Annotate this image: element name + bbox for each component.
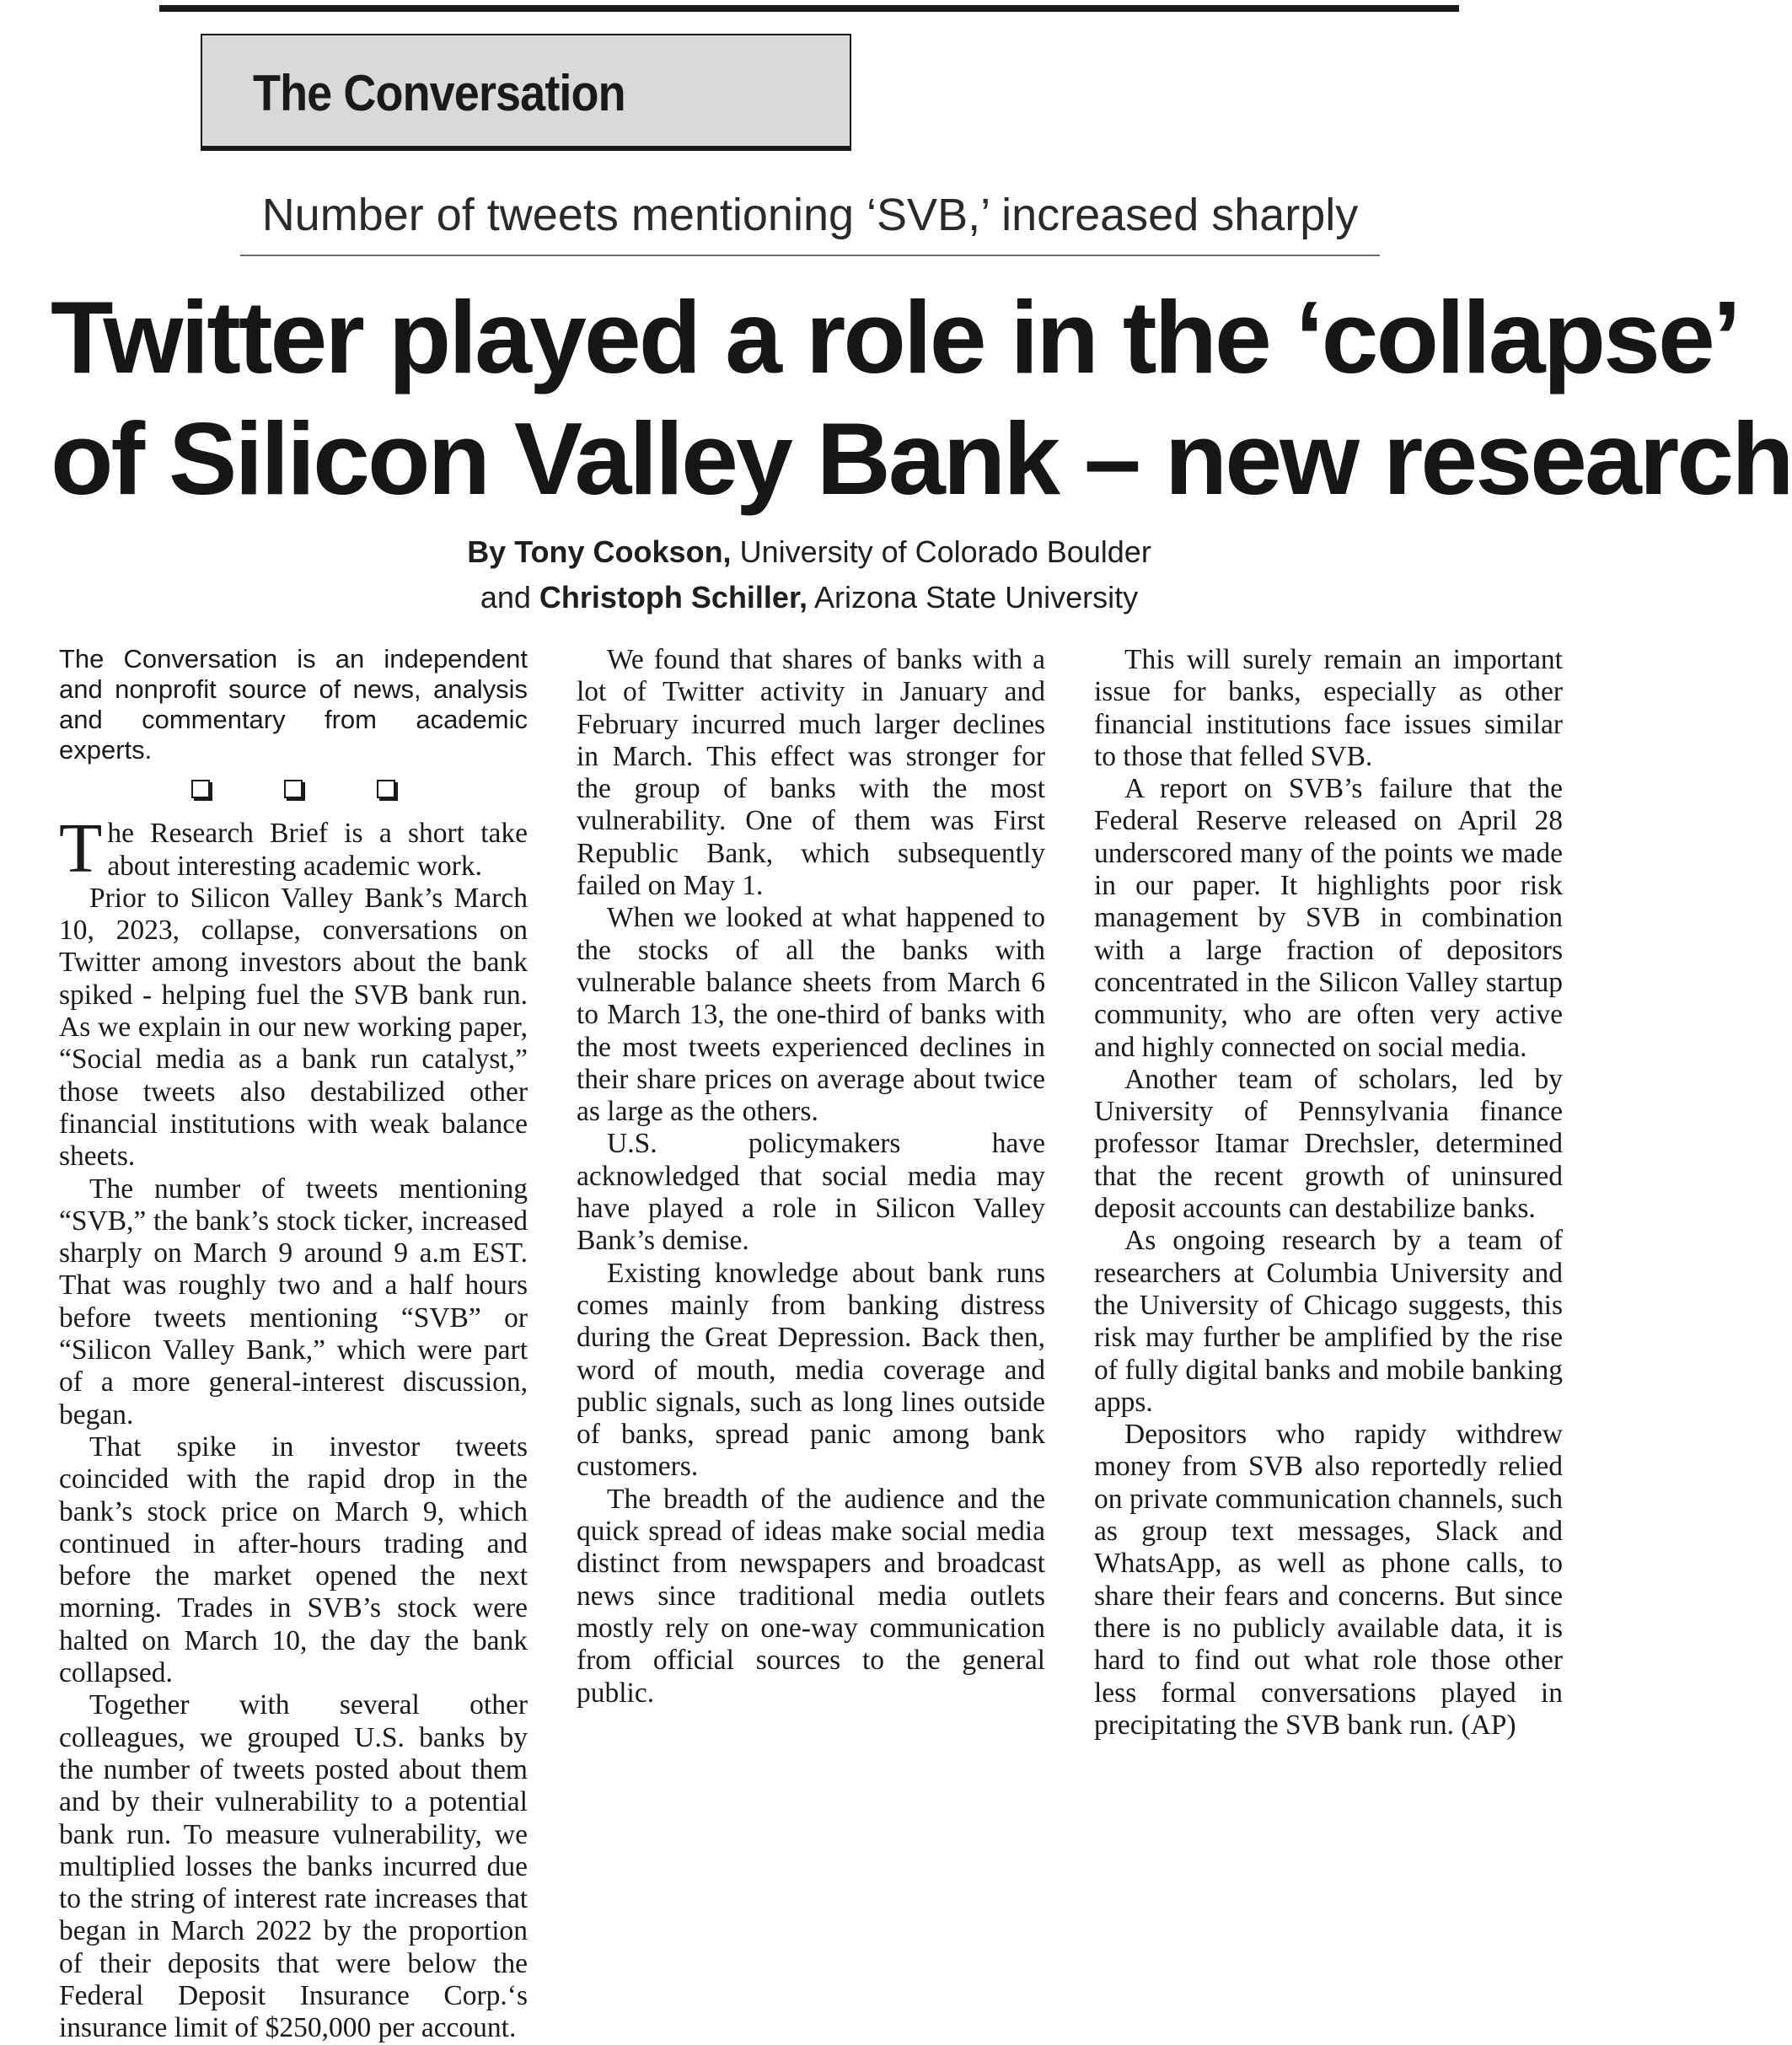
paragraph-14: As ongoing research by a team of researchers at Columbia University and the University of Chicago suggests, this risk may further be amplified by the rise of fully digital banks and mobile banking apps. xyxy=(1094,1225,1563,1418)
top-rule xyxy=(159,5,1459,12)
byline-by: By xyxy=(467,534,507,569)
section-label-box xyxy=(201,34,851,151)
intro-blurb: The Conversation is an independent and nonprofit source of news, analysis and commentary from academic experts. xyxy=(59,644,528,765)
paragraph-9: Existing knowledge about bank runs comes mainly from banking distress during the Great Depression. Back then, word of mouth, media coverage and public signals, such as long lines outside of banks, spread panic among bank customers. xyxy=(577,1257,1045,1483)
checkbox-icon xyxy=(284,780,303,798)
paragraph-7: When we looked at what happened to the stocks of all the banks with vulnerable balance sheets from March 6 to March 13, the one-third of banks with the most tweets experienced declines in their share prices on average about twice as large as the others. xyxy=(577,902,1045,1128)
kicker-rule xyxy=(240,255,1380,256)
kicker: Number of tweets mentioning ‘SVB,’ increased sharply xyxy=(261,190,1359,240)
checkbox-icon xyxy=(377,780,395,798)
column-3 xyxy=(1094,644,1563,1742)
paragraph-13: Another team of scholars, led by University of Pennsylvania finance professor Itamar Drechsler, determined that the recent growth of uninsured deposit accounts can destabilize banks. xyxy=(1094,1063,1563,1225)
byline xyxy=(253,529,1365,620)
affiliation-2: Arizona State University xyxy=(814,580,1139,615)
column-2 xyxy=(577,644,1045,1710)
author-1: Tony Cookson, xyxy=(514,534,732,569)
headline-line-1: Twitter played a role in the ‘collapse’ xyxy=(51,280,1739,395)
paragraph-12: A report on SVB’s failure that the Federal Reserve released on April 28 underscored many of the points we made in our paper. It highlights poor risk management by SVB in combination with a large fraction of depositors concentrated in the Silicon Valley startup community, who are often very active and highly connected on social media. xyxy=(1094,773,1563,1063)
separator xyxy=(59,765,528,818)
section-label: The Conversation xyxy=(253,65,625,121)
checkbox-icon xyxy=(191,780,210,798)
paragraph-3: The number of tweets mentioning “SVB,” the bank’s stock ticker, increased sharply on March 9 around 9 a.m EST. That was roughly two and a half hours before tweets mentioning “SVB” or “Silicon Valley Bank,” which were part of a more general-interest discussion, began. xyxy=(59,1173,528,1430)
paragraph-2: Prior to Silicon Valley Bank’s March 10, 2023, collapse, conversations on Twitter among investors about the bank spiked - helping fuel the SVB bank run. As we explain in our new working paper, “Social media as a bank run catalyst,” those tweets also destabilized other financial institutions with weak balance sheets. xyxy=(59,882,528,1173)
paragraph-4: That spike in investor tweets coincided with the rapid drop in the bank’s stock price on March 9, which continued in after-hours trading and before the market opened the next morning. Trades in SVB’s stock were halted on March 10, the day the bank collapsed. xyxy=(59,1430,528,1689)
affiliation-1: University of Colorado Boulder xyxy=(739,534,1151,569)
byline-and: and xyxy=(480,580,531,615)
headline-line-2: of Silicon Valley Bank – new research xyxy=(51,401,1792,516)
paragraph-10: The breadth of the audience and the quick spread of ideas make social media distinct from newspapers and broadcast news since traditional media outlets mostly rely on one-way communication from official sources to the general public. xyxy=(577,1483,1045,1709)
paragraph-6: We found that shares of banks with a lot of Twitter activity in January and February incurred much larger declines in March. This effect was stronger for the group of banks with the most vulnerability. One of them was First Republic Bank, which subsequently failed on May 1. xyxy=(577,644,1045,902)
paragraph-11: This will surely remain an important issue for banks, especially as other financial institutions face issues similar to those that felled SVB. xyxy=(1094,644,1563,772)
paragraph-15: Depositors who rapidy withdrew money from SVB also reportedly relied on private communication channels, such as group text messages, Slack and WhatsApp, as well as phone calls, to share their fears and concerns. But since there is no publicly available data, it is hard to find out what role those other less formal conversations played in precipitating the SVB bank run. (AP) xyxy=(1094,1419,1563,1741)
headline xyxy=(51,276,1792,519)
author-2: Christoph Schiller, xyxy=(539,580,807,615)
paragraph-5: Together with several other colleagues, we grouped U.S. banks by the number of tweets posted about them and by their vulnerability to a potential bank run. To measure vulnerability, we multiplied losses the banks incurred due to the string of interest rate increases that began in March 2022 by the proportion of their deposits that were below the Federal Deposit Insurance Corp.‘s insurance limit of $250,000 per account. xyxy=(59,1689,528,2044)
byline-line-1 xyxy=(253,529,1365,575)
paragraph-1: The Research Brief is a short take about interesting academic work. xyxy=(59,809,528,888)
drop-cap: T xyxy=(59,809,103,888)
column-1 xyxy=(59,644,528,2045)
byline-line-2 xyxy=(253,575,1365,620)
paragraph-8: U.S. policymakers have acknowledged that social media may have played a role in Silicon Valley Bank’s demise. xyxy=(577,1128,1045,1257)
